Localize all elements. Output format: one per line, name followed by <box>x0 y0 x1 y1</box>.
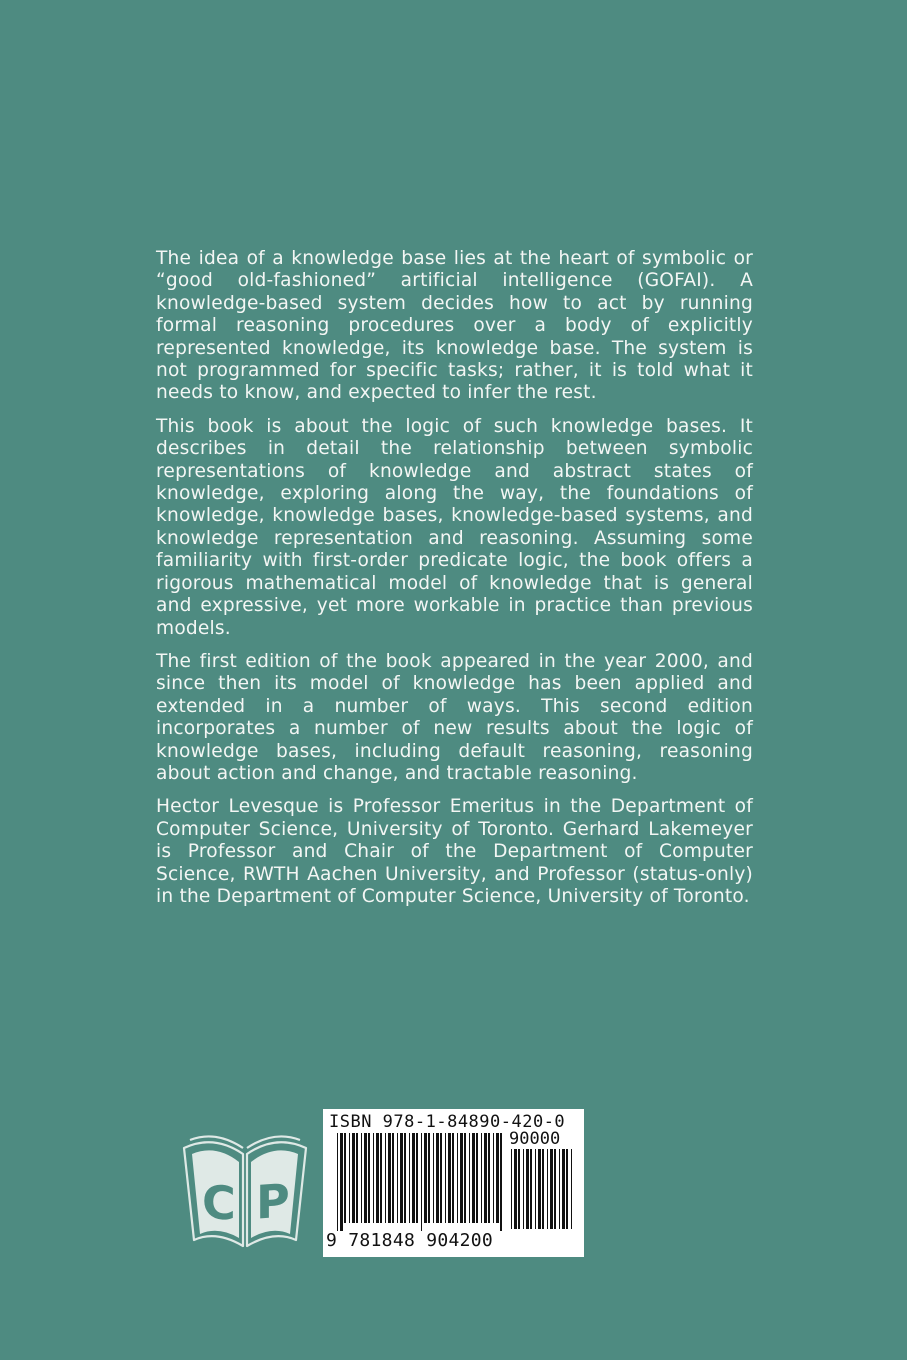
barcode-bar <box>481 1133 482 1223</box>
logo-letter-p: P <box>256 1173 290 1230</box>
barcode-bar <box>523 1149 524 1229</box>
barcode-bar <box>416 1133 418 1223</box>
barcode-bar <box>349 1133 350 1223</box>
barcode-bar <box>400 1133 403 1223</box>
barcode-bar <box>476 1133 478 1223</box>
ean-barcode-bars <box>337 1133 503 1231</box>
barcode-bar <box>547 1149 548 1229</box>
barcode-bar <box>344 1133 346 1223</box>
barcode-bar <box>566 1149 568 1229</box>
barcode-bar <box>472 1133 475 1223</box>
barcode-bar <box>511 1149 512 1229</box>
barcode-bar <box>445 1133 446 1223</box>
publisher-logo <box>180 1132 310 1250</box>
barcode-bar <box>550 1149 553 1229</box>
barcode-bar <box>409 1133 410 1223</box>
barcode-bar <box>380 1133 382 1223</box>
barcode-bar <box>535 1149 536 1229</box>
price-code-label: 90000 <box>509 1129 561 1149</box>
barcode-bar <box>484 1133 487 1223</box>
barcode-bar <box>433 1133 434 1223</box>
blurb-paragraph-edition-notes: The first edition of the book appeared in the year 2000, and since then its model of knowledge has been applied and extended in a number of ways. This second edition incorporates a number of new results about the logic of knowledge bases, including default reasoning, reasoning about action and change, and tractable reasoning. <box>156 650 753 784</box>
barcode-bar <box>530 1149 532 1229</box>
logo-letter-c: C <box>202 1174 236 1231</box>
barcode-bar <box>526 1149 529 1229</box>
barcode-bar <box>373 1133 374 1223</box>
barcode-bar <box>559 1149 560 1229</box>
barcode-bar <box>493 1133 494 1223</box>
barcode-bar <box>542 1149 544 1229</box>
open-book-cp-logo-icon <box>180 1132 310 1250</box>
barcode-bar <box>428 1133 430 1223</box>
barcode-bar <box>352 1133 355 1223</box>
barcode-bar <box>514 1149 517 1229</box>
barcode-bar <box>464 1133 466 1223</box>
barcode-bar <box>361 1133 362 1223</box>
barcode-bar <box>385 1133 386 1223</box>
barcode-bar <box>452 1133 454 1223</box>
barcode-bar <box>440 1133 442 1223</box>
barcode-bar <box>469 1133 470 1223</box>
barcode-bar <box>421 1133 422 1231</box>
barcode-bar <box>571 1149 572 1229</box>
barcode-bar <box>457 1133 458 1223</box>
back-cover-blurb <box>156 248 753 919</box>
barcode-bar <box>388 1133 391 1223</box>
barcode-bar <box>412 1133 415 1223</box>
barcode-bar <box>488 1133 490 1223</box>
barcode-bar <box>364 1133 367 1223</box>
isbn-label: ISBN 978-1-84890-420-0 <box>329 1112 566 1132</box>
barcode-bar <box>562 1149 565 1229</box>
barcode-bar <box>554 1149 556 1229</box>
price-barcode-bars <box>511 1149 577 1237</box>
barcode-bar <box>392 1133 394 1223</box>
barcode-bar <box>397 1133 398 1223</box>
barcode-bar <box>356 1133 358 1223</box>
barcode-bar <box>340 1133 343 1231</box>
barcode-bar <box>500 1133 502 1231</box>
barcode-bar <box>448 1133 451 1223</box>
barcode-bar <box>460 1133 463 1223</box>
blurb-paragraph-author-bios: Hector Levesque is Professor Emeritus in the Department of Computer Science, University of Toronto. Gerhard Lakemeyer is Professor and Chair of the Department of Computer Science, RWTH Aachen University, and Professor (status-only) in the Department of Computer Science, University of Toronto. <box>156 796 753 907</box>
blurb-paragraph-book-description: This book is about the logic of such knowledge bases. It describes in detail the relationship between symbolic representations of knowledge and abstract states of knowledge, exploring along the way, the foundations of knowledge, knowledge bases, knowledge-based systems, and knowledge representation and reasoning. Assuming some familiarity with first-order predicate logic, the book offers a rigorous mathematical model of knowledge that is general and expressive, yet more workable in practice than previous models. <box>156 415 753 639</box>
barcode-bar <box>376 1133 379 1223</box>
barcode-bar <box>337 1133 338 1231</box>
barcode-bar <box>538 1149 541 1229</box>
barcode-bar <box>404 1133 406 1223</box>
blurb-paragraph-intro: The idea of a knowledge base lies at the heart of symbolic or “good old-fashioned” artificial intelligence (GOFAI). A knowledge-based system decides how to act by running formal reasoning procedures over a body of explicitly represented knowledge, its knowledge base. The system is not programmed for specific tasks; rather, it is told what it needs to know, and expected to infer the rest. <box>156 248 753 404</box>
isbn-barcode <box>323 1109 584 1257</box>
barcode-bar <box>518 1149 520 1229</box>
ean-digits-label: 9 781848 904200 <box>326 1230 494 1251</box>
barcode-bar <box>368 1133 370 1223</box>
barcode-bar <box>424 1133 427 1223</box>
barcode-bar <box>496 1133 499 1223</box>
barcode-bar <box>436 1133 439 1223</box>
